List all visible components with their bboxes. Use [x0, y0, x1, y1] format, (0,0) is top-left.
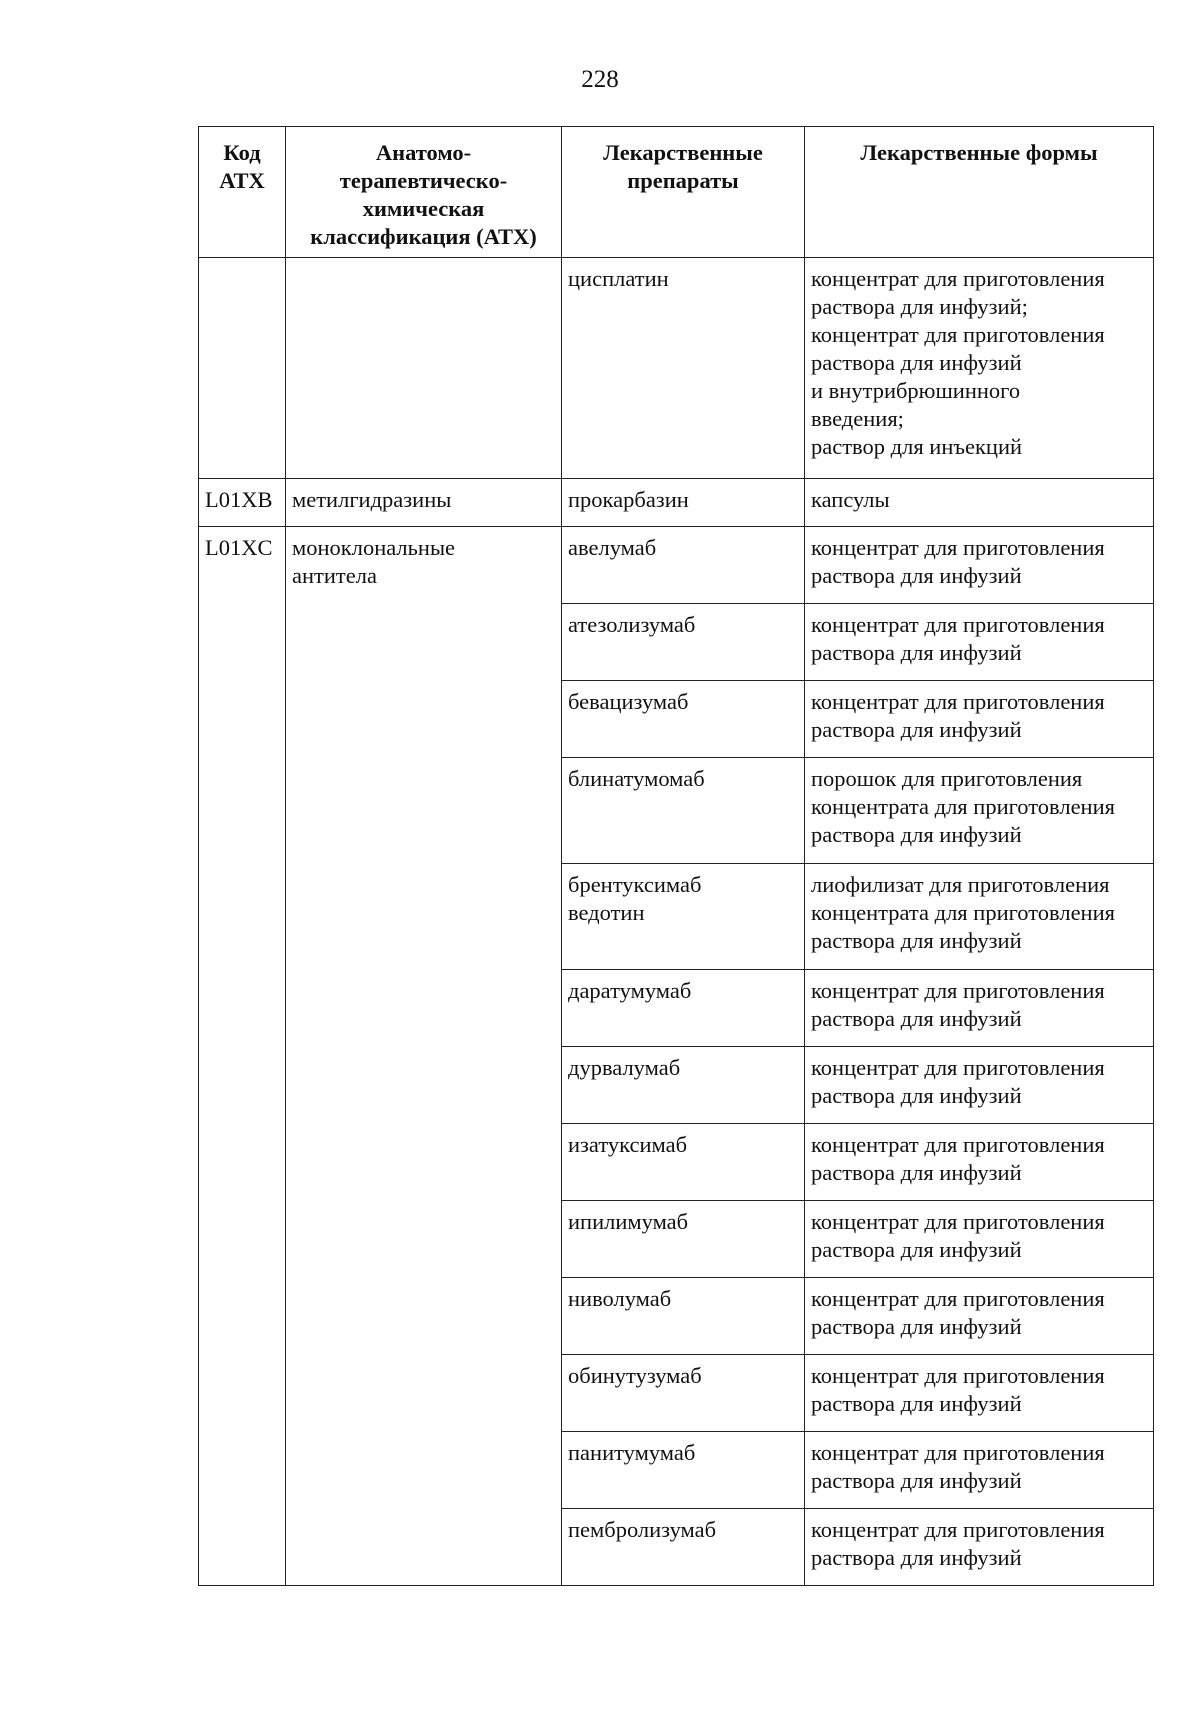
cell-forms: концентрат для приготовления раствора для инфузий: [805, 1278, 1154, 1355]
cell-forms: концентрат для приготовления раствора для инфузий: [805, 681, 1154, 758]
cell-forms: концентрат для приготовления раствора для инфузий: [805, 1047, 1154, 1124]
cell-drug: брентуксимаб ведотин: [562, 864, 805, 970]
cell-drug: цисплатин: [562, 258, 805, 479]
cell-drug: бевацизумаб: [562, 681, 805, 758]
cell-forms: концентрат для приготовления раствора для инфузий: [805, 1509, 1154, 1586]
cell-forms: концентрат для приготовления раствора для инфузий: [805, 970, 1154, 1047]
header-code: Код АТХ: [199, 127, 286, 258]
cell-forms: концентрат для приготовления раствора для инфузий: [805, 1124, 1154, 1201]
header-classification: Анатомо- терапевтическо- химическая классификация (АТХ): [286, 127, 562, 258]
table-header-row: [199, 127, 1154, 258]
cell-drug: изатуксимаб: [562, 1124, 805, 1201]
cell-drug: дурвалумаб: [562, 1047, 805, 1124]
cell-forms: концентрат для приготовления раствора для инфузий: [805, 1432, 1154, 1509]
cell-code: [199, 258, 286, 479]
page-number: 228: [581, 66, 619, 93]
cell-classification: моноклональные антитела: [286, 527, 562, 1586]
cell-forms: концентрат для приготовления раствора для инфузий: [805, 1201, 1154, 1278]
cell-forms: концентрат для приготовления раствора для инфузий: [805, 1355, 1154, 1432]
cell-drug: ниволумаб: [562, 1278, 805, 1355]
cell-drug: панитумумаб: [562, 1432, 805, 1509]
cell-drug: атезолизумаб: [562, 604, 805, 681]
cell-code: L01XC: [199, 527, 286, 1586]
cell-drug: пембролизумаб: [562, 1509, 805, 1586]
header-drugs: Лекарственные препараты: [562, 127, 805, 258]
atc-drug-table: [198, 126, 1154, 1586]
cell-forms: лиофилизат для приготовления концентрата для приготовления раствора для инфузий: [805, 864, 1154, 970]
table-row: [199, 258, 1154, 479]
cell-classification: [286, 258, 562, 479]
cell-forms: капсулы: [805, 479, 1154, 527]
cell-forms: концентрат для приготовления раствора для инфузий; концентрат для приготовления раствора для инфузий и внутрибрюшинного введения; раствор для инъекций: [805, 258, 1154, 479]
cell-drug: прокарбазин: [562, 479, 805, 527]
cell-drug: даратумумаб: [562, 970, 805, 1047]
header-forms: Лекарственные формы: [805, 127, 1154, 258]
cell-code: L01XB: [199, 479, 286, 527]
cell-drug: обинутузумаб: [562, 1355, 805, 1432]
table-row: [199, 479, 1154, 527]
cell-drug: блинатумомаб: [562, 758, 805, 864]
cell-forms: порошок для приготовления концентрата для приготовления раствора для инфузий: [805, 758, 1154, 864]
table-row: [199, 527, 1154, 604]
cell-drug: авелумаб: [562, 527, 805, 604]
cell-drug: ипилимумаб: [562, 1201, 805, 1278]
cell-classification: метилгидразины: [286, 479, 562, 527]
cell-forms: концентрат для приготовления раствора для инфузий: [805, 604, 1154, 681]
cell-forms: концентрат для приготовления раствора для инфузий: [805, 527, 1154, 604]
